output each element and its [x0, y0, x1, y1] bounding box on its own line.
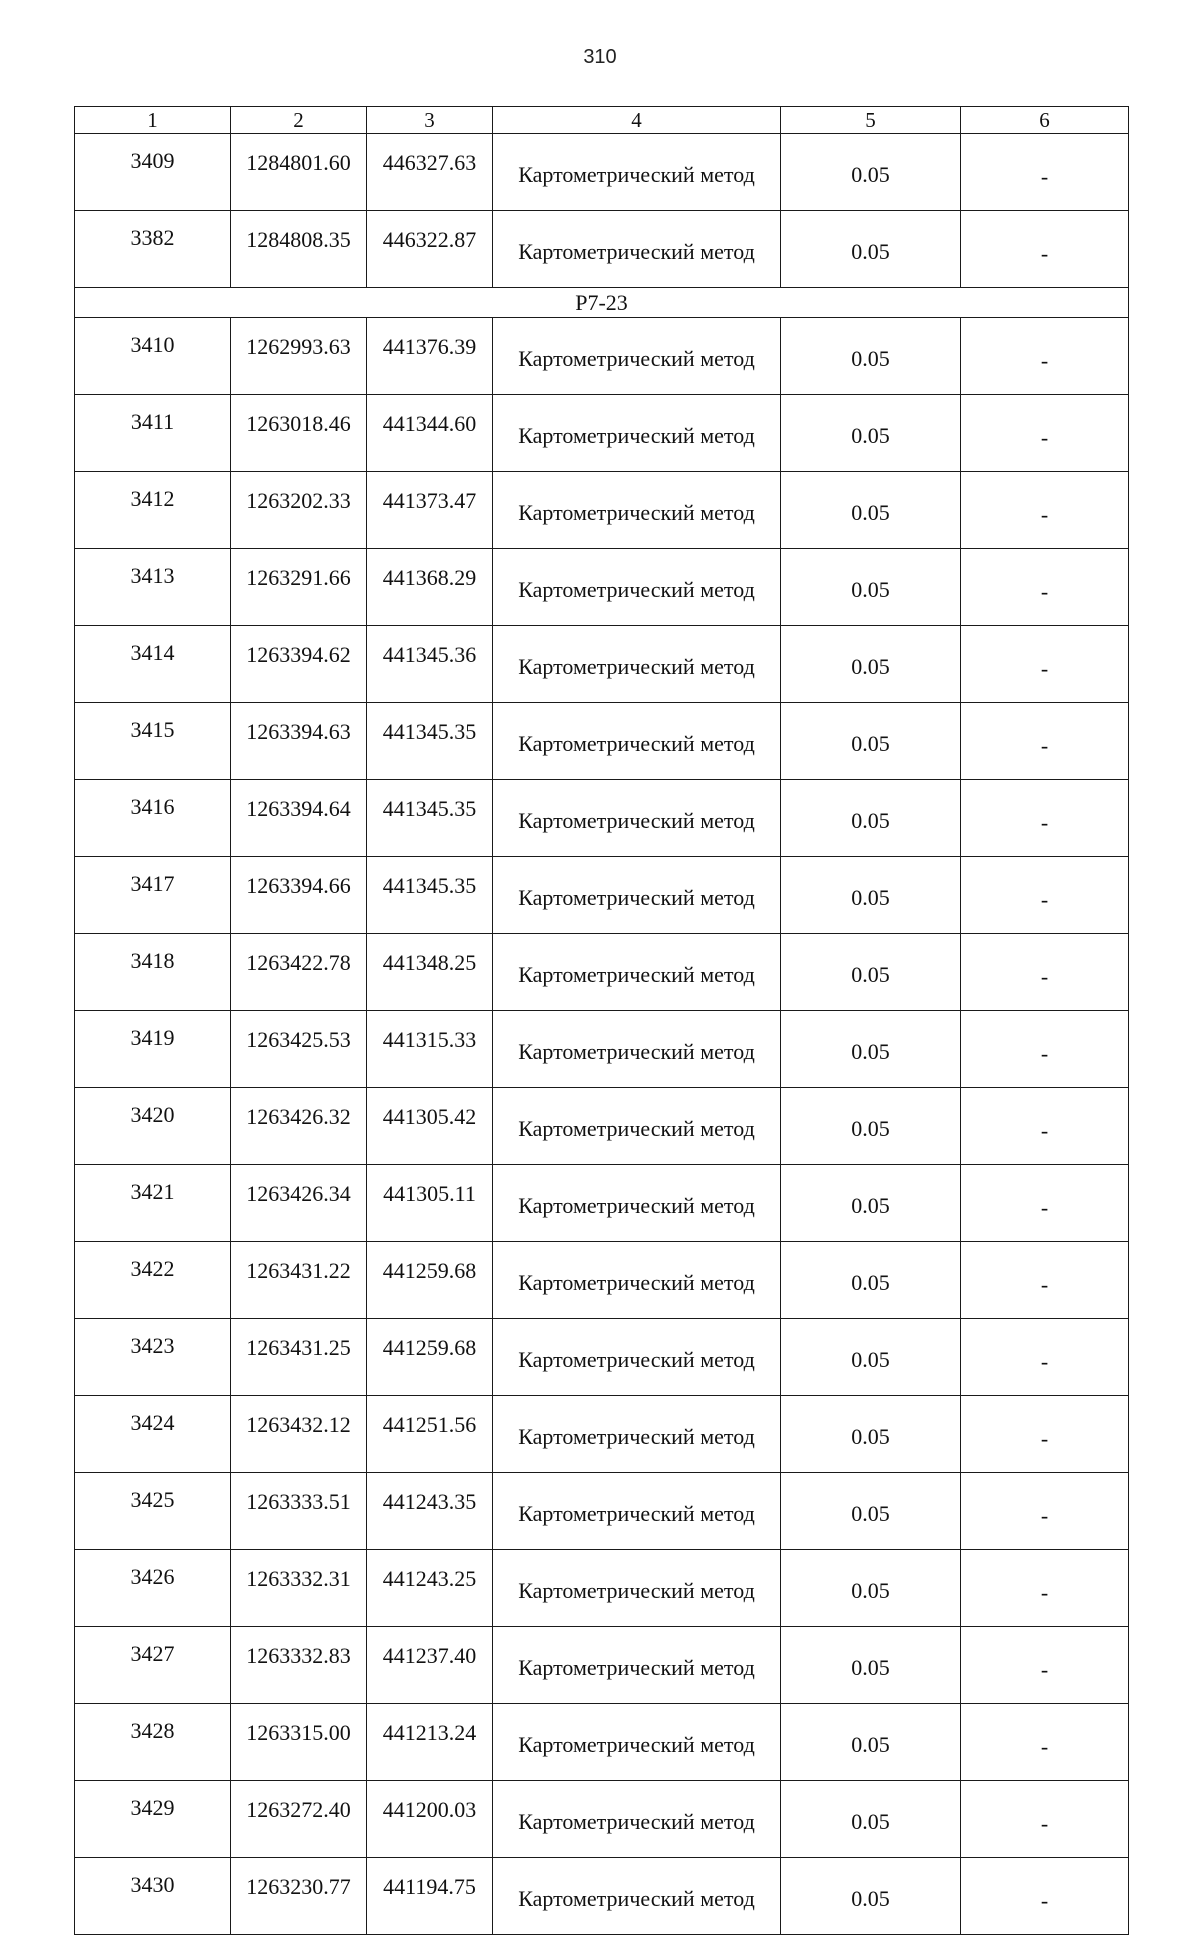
accuracy-cell: 0.05 [781, 395, 961, 472]
y-coordinate-cell: 441200.03 [367, 1781, 493, 1858]
method-cell: Картометрический метод [493, 1858, 781, 1935]
note-cell: - [961, 1088, 1129, 1165]
method-cell: Картометрический метод [493, 549, 781, 626]
table-row [75, 211, 1129, 288]
table-row [75, 1473, 1129, 1550]
accuracy-cell: 0.05 [781, 934, 961, 1011]
point-number-cell: 3422 [75, 1242, 231, 1319]
x-coordinate-cell: 1263431.22 [231, 1242, 367, 1319]
x-coordinate-cell: 1263432.12 [231, 1396, 367, 1473]
table-row [75, 1165, 1129, 1242]
y-coordinate-cell: 441259.68 [367, 1319, 493, 1396]
point-number-cell: 3409 [75, 134, 231, 211]
table-row [75, 1781, 1129, 1858]
point-number-cell: 3421 [75, 1165, 231, 1242]
accuracy-cell: 0.05 [781, 134, 961, 211]
point-number-cell: 3414 [75, 626, 231, 703]
x-coordinate-cell: 1263431.25 [231, 1319, 367, 1396]
accuracy-cell: 0.05 [781, 1011, 961, 1088]
column-header-5: 5 [781, 107, 961, 134]
table-row [75, 857, 1129, 934]
y-coordinate-cell: 441368.29 [367, 549, 493, 626]
method-cell: Картометрический метод [493, 626, 781, 703]
table-row [75, 934, 1129, 1011]
accuracy-cell: 0.05 [781, 626, 961, 703]
point-number-cell: 3427 [75, 1627, 231, 1704]
accuracy-cell: 0.05 [781, 549, 961, 626]
y-coordinate-cell: 441237.40 [367, 1627, 493, 1704]
note-cell: - [961, 1011, 1129, 1088]
accuracy-cell: 0.05 [781, 1165, 961, 1242]
y-coordinate-cell: 441305.11 [367, 1165, 493, 1242]
note-cell: - [961, 318, 1129, 395]
y-coordinate-cell: 441348.25 [367, 934, 493, 1011]
y-coordinate-cell: 441194.75 [367, 1858, 493, 1935]
table-row [75, 1396, 1129, 1473]
x-coordinate-cell: 1263333.51 [231, 1473, 367, 1550]
method-cell: Картометрический метод [493, 211, 781, 288]
point-number-cell: 3410 [75, 318, 231, 395]
point-number-cell: 3425 [75, 1473, 231, 1550]
y-coordinate-cell: 441243.35 [367, 1473, 493, 1550]
note-cell: - [961, 1627, 1129, 1704]
y-coordinate-cell: 441243.25 [367, 1550, 493, 1627]
column-header-1: 1 [75, 107, 231, 134]
method-cell: Картометрический метод [493, 1704, 781, 1781]
x-coordinate-cell: 1284808.35 [231, 211, 367, 288]
note-cell: - [961, 1319, 1129, 1396]
accuracy-cell: 0.05 [781, 857, 961, 934]
table-row [75, 780, 1129, 857]
accuracy-cell: 0.05 [781, 1550, 961, 1627]
point-number-cell: 3428 [75, 1704, 231, 1781]
method-cell: Картометрический метод [493, 1242, 781, 1319]
y-coordinate-cell: 441251.56 [367, 1396, 493, 1473]
table-row [75, 549, 1129, 626]
header-row [75, 107, 1129, 134]
x-coordinate-cell: 1263422.78 [231, 934, 367, 1011]
note-cell: - [961, 857, 1129, 934]
method-cell: Картометрический метод [493, 472, 781, 549]
x-coordinate-cell: 1263272.40 [231, 1781, 367, 1858]
accuracy-cell: 0.05 [781, 211, 961, 288]
accuracy-cell: 0.05 [781, 318, 961, 395]
point-number-cell: 3416 [75, 780, 231, 857]
y-coordinate-cell: 441213.24 [367, 1704, 493, 1781]
table-row [75, 1088, 1129, 1165]
table-row [75, 472, 1129, 549]
y-coordinate-cell: 441305.42 [367, 1088, 493, 1165]
page-number: 310 [583, 46, 617, 68]
table-row [75, 1627, 1129, 1704]
method-cell: Картометрический метод [493, 1473, 781, 1550]
table-row [75, 1011, 1129, 1088]
x-coordinate-cell: 1263394.66 [231, 857, 367, 934]
method-cell: Картометрический метод [493, 1396, 781, 1473]
accuracy-cell: 0.05 [781, 1627, 961, 1704]
note-cell: - [961, 549, 1129, 626]
note-cell: - [961, 472, 1129, 549]
y-coordinate-cell: 441345.35 [367, 780, 493, 857]
table-row [75, 626, 1129, 703]
x-coordinate-cell: 1263394.62 [231, 626, 367, 703]
x-coordinate-cell: 1263202.33 [231, 472, 367, 549]
y-coordinate-cell: 441259.68 [367, 1242, 493, 1319]
method-cell: Картометрический метод [493, 780, 781, 857]
section-row [75, 288, 1129, 318]
accuracy-cell: 0.05 [781, 703, 961, 780]
point-number-cell: 3430 [75, 1858, 231, 1935]
x-coordinate-cell: 1263426.32 [231, 1088, 367, 1165]
method-cell: Картометрический метод [493, 1319, 781, 1396]
table-header [75, 107, 1129, 134]
x-coordinate-cell: 1263018.46 [231, 395, 367, 472]
y-coordinate-cell: 441345.36 [367, 626, 493, 703]
point-number-cell: 3411 [75, 395, 231, 472]
point-number-cell: 3382 [75, 211, 231, 288]
x-coordinate-cell: 1263332.31 [231, 1550, 367, 1627]
point-number-cell: 3419 [75, 1011, 231, 1088]
y-coordinate-cell: 441373.47 [367, 472, 493, 549]
column-header-6: 6 [961, 107, 1129, 134]
note-cell: - [961, 1396, 1129, 1473]
method-cell: Картометрический метод [493, 1627, 781, 1704]
method-cell: Картометрический метод [493, 703, 781, 780]
table-row [75, 703, 1129, 780]
accuracy-cell: 0.05 [781, 1704, 961, 1781]
accuracy-cell: 0.05 [781, 1088, 961, 1165]
y-coordinate-cell: 441344.60 [367, 395, 493, 472]
note-cell: - [961, 703, 1129, 780]
method-cell: Картометрический метод [493, 318, 781, 395]
y-coordinate-cell: 446322.87 [367, 211, 493, 288]
table-row [75, 1704, 1129, 1781]
x-coordinate-cell: 1284801.60 [231, 134, 367, 211]
point-number-cell: 3420 [75, 1088, 231, 1165]
y-coordinate-cell: 441376.39 [367, 318, 493, 395]
point-number-cell: 3424 [75, 1396, 231, 1473]
note-cell: - [961, 1550, 1129, 1627]
x-coordinate-cell: 1263291.66 [231, 549, 367, 626]
note-cell: - [961, 934, 1129, 1011]
table-body [75, 134, 1129, 1935]
table-row [75, 318, 1129, 395]
coordinates-table [74, 106, 1129, 1935]
point-number-cell: 3415 [75, 703, 231, 780]
accuracy-cell: 0.05 [781, 472, 961, 549]
method-cell: Картометрический метод [493, 1781, 781, 1858]
note-cell: - [961, 1704, 1129, 1781]
table-row [75, 1319, 1129, 1396]
x-coordinate-cell: 1263425.53 [231, 1011, 367, 1088]
column-header-2: 2 [231, 107, 367, 134]
point-number-cell: 3426 [75, 1550, 231, 1627]
method-cell: Картометрический метод [493, 1011, 781, 1088]
point-number-cell: 3418 [75, 934, 231, 1011]
method-cell: Картометрический метод [493, 134, 781, 211]
table-row [75, 134, 1129, 211]
method-cell: Картометрический метод [493, 857, 781, 934]
note-cell: - [961, 626, 1129, 703]
note-cell: - [961, 1858, 1129, 1935]
x-coordinate-cell: 1262993.63 [231, 318, 367, 395]
table-row [75, 395, 1129, 472]
method-cell: Картометрический метод [493, 1088, 781, 1165]
accuracy-cell: 0.05 [781, 780, 961, 857]
x-coordinate-cell: 1263394.64 [231, 780, 367, 857]
note-cell: - [961, 395, 1129, 472]
column-header-3: 3 [367, 107, 493, 134]
y-coordinate-cell: 441345.35 [367, 857, 493, 934]
table-row [75, 1242, 1129, 1319]
x-coordinate-cell: 1263230.77 [231, 1858, 367, 1935]
y-coordinate-cell: 446327.63 [367, 134, 493, 211]
y-coordinate-cell: 441345.35 [367, 703, 493, 780]
table-row [75, 1858, 1129, 1935]
note-cell: - [961, 1781, 1129, 1858]
note-cell: - [961, 134, 1129, 211]
point-number-cell: 3413 [75, 549, 231, 626]
method-cell: Картометрический метод [493, 1165, 781, 1242]
accuracy-cell: 0.05 [781, 1781, 961, 1858]
point-number-cell: 3412 [75, 472, 231, 549]
accuracy-cell: 0.05 [781, 1858, 961, 1935]
point-number-cell: 3429 [75, 1781, 231, 1858]
section-label: Р7-23 [75, 288, 1129, 318]
x-coordinate-cell: 1263394.63 [231, 703, 367, 780]
point-number-cell: 3417 [75, 857, 231, 934]
y-coordinate-cell: 441315.33 [367, 1011, 493, 1088]
accuracy-cell: 0.05 [781, 1473, 961, 1550]
x-coordinate-cell: 1263426.34 [231, 1165, 367, 1242]
method-cell: Картометрический метод [493, 934, 781, 1011]
x-coordinate-cell: 1263332.83 [231, 1627, 367, 1704]
note-cell: - [961, 1473, 1129, 1550]
note-cell: - [961, 211, 1129, 288]
accuracy-cell: 0.05 [781, 1396, 961, 1473]
note-cell: - [961, 1242, 1129, 1319]
method-cell: Картометрический метод [493, 395, 781, 472]
note-cell: - [961, 1165, 1129, 1242]
table-row [75, 1550, 1129, 1627]
accuracy-cell: 0.05 [781, 1242, 961, 1319]
method-cell: Картометрический метод [493, 1550, 781, 1627]
point-number-cell: 3423 [75, 1319, 231, 1396]
accuracy-cell: 0.05 [781, 1319, 961, 1396]
column-header-4: 4 [493, 107, 781, 134]
x-coordinate-cell: 1263315.00 [231, 1704, 367, 1781]
note-cell: - [961, 780, 1129, 857]
